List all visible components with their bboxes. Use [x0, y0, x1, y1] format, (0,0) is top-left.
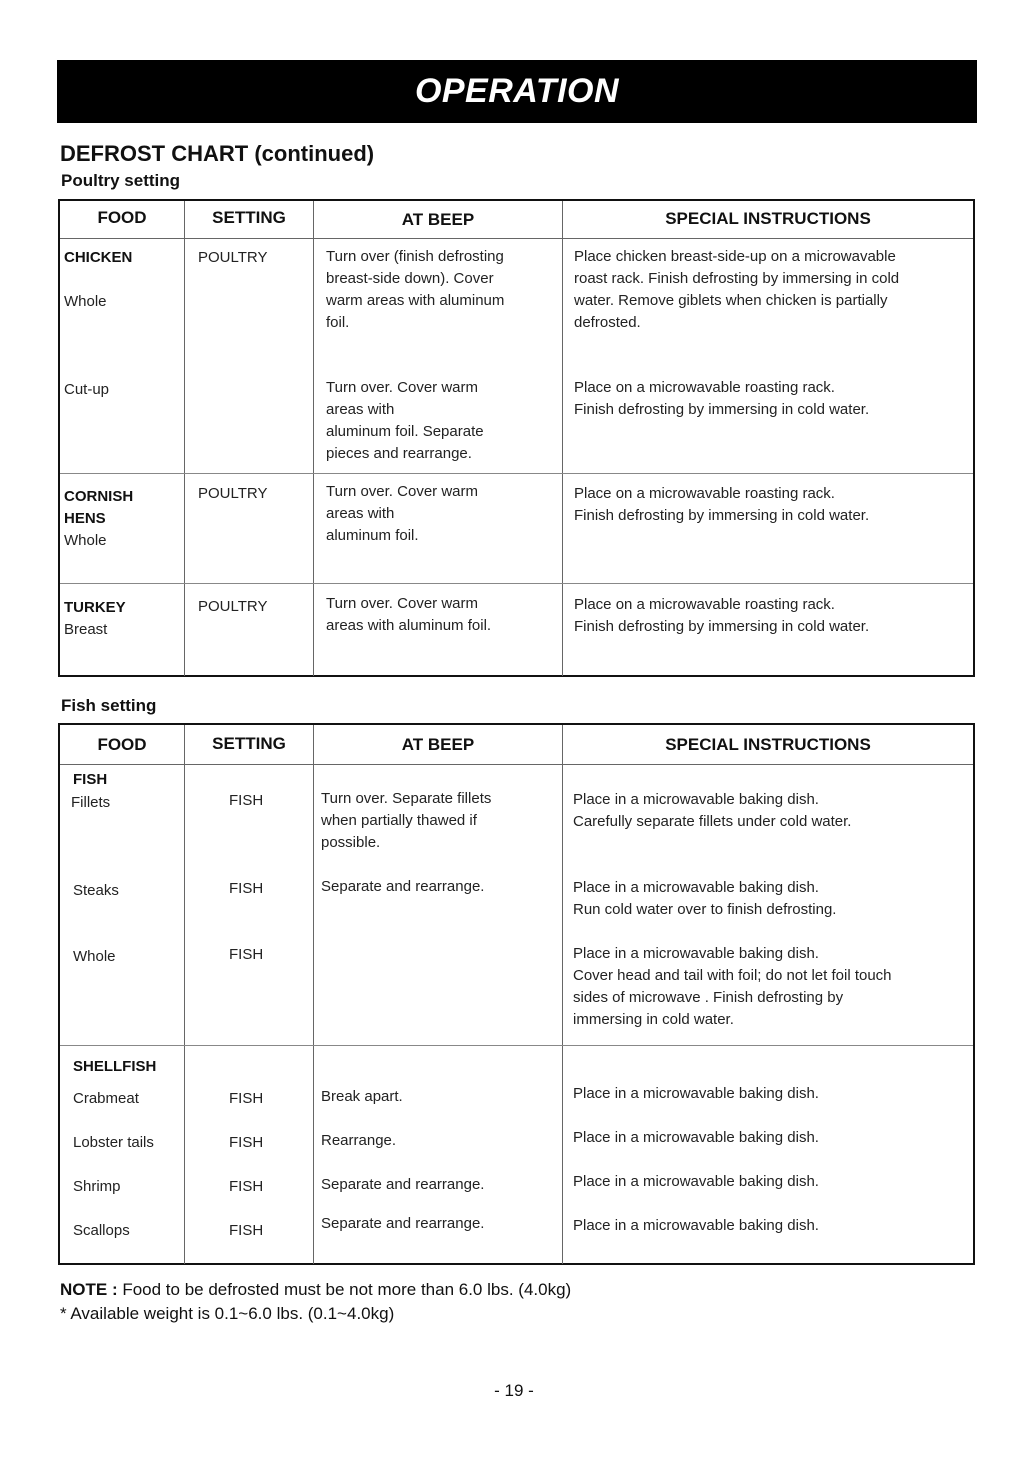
setting-value: FISH [229, 1178, 264, 1195]
instructions-text: Place in a microwavable baking dish. [573, 1217, 819, 1234]
food-variant: Scallops [73, 1222, 130, 1239]
setting-value: POULTRY [198, 485, 268, 502]
fish-heading: Fish setting [61, 696, 157, 715]
header-setting: SETTING [185, 725, 314, 764]
poultry-heading: Poultry setting [61, 171, 181, 190]
instructions-text: Place in a microwavable baking dish. [573, 1085, 819, 1102]
food-variant: Whole [64, 293, 107, 310]
header-special-instructions: SPECIAL INSTRUCTIONS [665, 735, 871, 754]
setting-value: FISH [229, 792, 264, 809]
instructions-text: Place in a microwavable baking dish. Run cold water over to finish defrosting. [573, 879, 837, 918]
header-at-beep: AT BEEP [314, 725, 563, 764]
food-variant: Whole [73, 948, 116, 965]
setting-value: POULTRY [198, 598, 268, 615]
food-name: TURKEY [64, 599, 126, 616]
instructions-text: Place on a microwavable roasting rack. Finish defrosting by immersing in cold water. [574, 379, 870, 418]
setting-value: FISH [229, 880, 264, 897]
food-variant: Shrimp [73, 1178, 121, 1195]
section-banner: OPERATION [57, 60, 977, 123]
food-variant: Whole [64, 532, 107, 549]
note-available-weight: * Available weight is 0.1~6.0 lbs. (0.1~4.0kg) [60, 1304, 395, 1323]
header-special-instructions: SPECIAL INSTRUCTIONS [665, 209, 871, 228]
table-row-fish [60, 765, 973, 1046]
poultry-table [58, 199, 975, 677]
instructions-text: Place in a microwavable baking dish. [573, 1173, 819, 1190]
food-name: CORNISH HENS [64, 488, 134, 527]
at-beep-text: Rearrange. [321, 1132, 397, 1149]
note [60, 1279, 571, 1301]
instructions-text: Place in a microwavable baking dish. [573, 1129, 819, 1146]
food-variant: Lobster tails [73, 1134, 154, 1151]
at-beep-text: Turn over. Cover warm areas with aluminum foil. Separate pieces and rearrange. [326, 379, 484, 462]
table-header [60, 201, 973, 239]
instructions-text: Place on a microwavable roasting rack. Finish defrosting by immersing in cold water. [574, 485, 870, 524]
note-text: Food to be defrosted must be not more than 6.0 lbs. (4.0kg) [117, 1280, 572, 1299]
at-beep-text: Separate and rearrange. [321, 1176, 485, 1193]
table-header [60, 725, 973, 765]
setting-value: FISH [229, 1134, 264, 1151]
food-name: CHICKEN [64, 249, 133, 266]
setting-value: FISH [229, 1090, 264, 1107]
page-number: - 19 - [494, 1381, 534, 1400]
food-name: SHELLFISH [73, 1058, 157, 1075]
food-name: FISH [73, 771, 108, 788]
food-variant: Fillets [71, 794, 111, 811]
food-variant: Breast [64, 621, 108, 638]
fish-table [58, 723, 975, 1265]
header-setting: SETTING [185, 201, 314, 238]
table-row-cornish-hens [60, 474, 973, 584]
table-row-turkey [60, 584, 973, 676]
at-beep-text: Turn over (finish defrosting breast-side down). Cover warm areas with aluminum foil. [326, 248, 505, 331]
food-variant: Crabmeat [73, 1090, 139, 1107]
at-beep-text: Separate and rearrange. [321, 1215, 485, 1232]
table-row-chicken [60, 239, 973, 474]
instructions-text: Place chicken breast-side-up on a microwavable roast rack. Finish defrosting by immersing in cold water. Remove giblets when chicken is partially defrosted. [574, 248, 900, 331]
at-beep-text: Separate and rearrange. [321, 878, 485, 895]
header-food: FOOD [60, 201, 185, 238]
note-label: NOTE : [60, 1280, 118, 1299]
setting-value: FISH [229, 1222, 264, 1239]
food-variant: Steaks [73, 882, 119, 899]
instructions-text: Place in a microwavable baking dish. Cover head and tail with foil; do not let foil touch sides of microwave . Finish defrosting by immersing in cold water. [573, 945, 892, 1028]
instructions-text: Place in a microwavable baking dish. Carefully separate fillets under cold water. [573, 791, 852, 830]
page-title: DEFROST CHART (continued) [60, 141, 375, 166]
setting-value: POULTRY [198, 249, 268, 266]
table-row-shellfish [60, 1046, 973, 1264]
at-beep-text: Turn over. Cover warm areas with aluminum foil. [326, 595, 492, 634]
header-food: FOOD [60, 725, 185, 764]
setting-value: FISH [229, 946, 264, 963]
food-variant: Cut-up [64, 381, 110, 398]
at-beep-text: Turn over. Cover warm areas with aluminum foil. [326, 483, 478, 544]
at-beep-text: Break apart. [321, 1088, 403, 1105]
header-at-beep: AT BEEP [314, 201, 563, 238]
at-beep-text: Turn over. Separate fillets when partially thawed if possible. [321, 790, 492, 851]
instructions-text: Place on a microwavable roasting rack. Finish defrosting by immersing in cold water. [574, 596, 870, 635]
